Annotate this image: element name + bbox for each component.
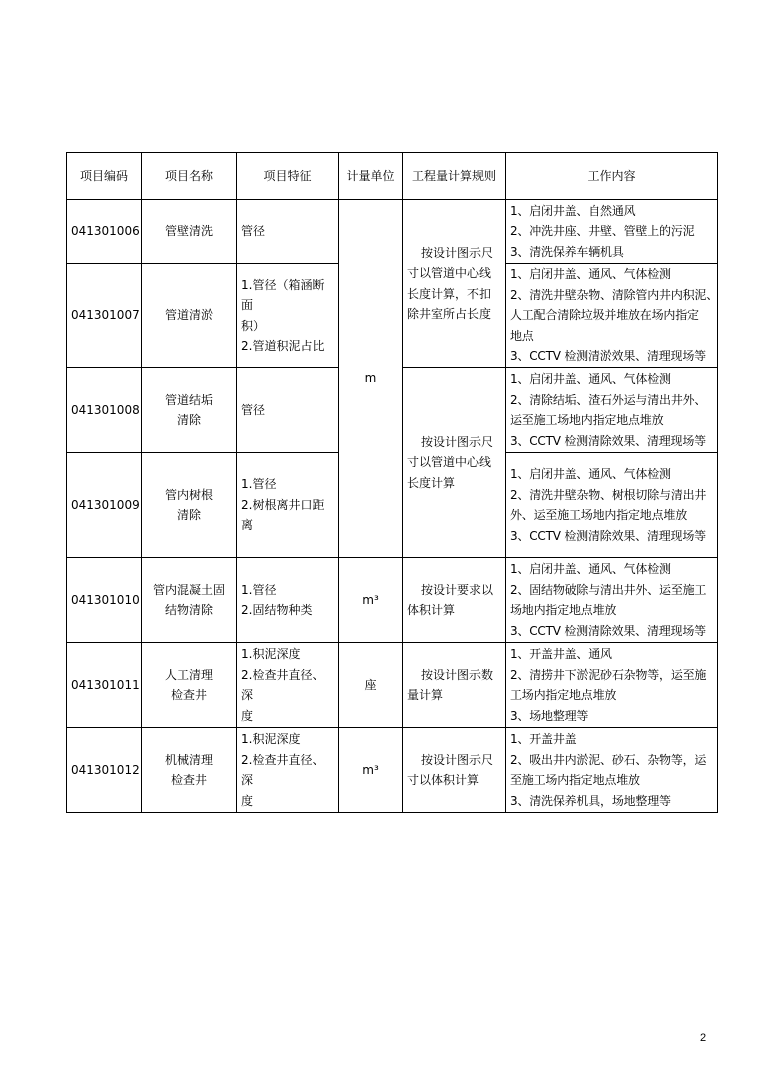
unit-cell: m xyxy=(339,200,403,558)
header-rule: 工程量计算规则 xyxy=(403,153,506,200)
header-features: 项目特征 xyxy=(237,153,339,200)
item-code: 041301007 xyxy=(67,264,142,368)
work-content: 1、开盖井盖 2、吸出井内淤泥、砂石、杂物等，运 至施工场内指定地点堆放 3、清洗保养机具，场地整理等 xyxy=(506,728,718,813)
item-name: 管内树根 清除 xyxy=(142,453,237,558)
work-content: 1、启闭井盖、通风、气体检测 2、清洗井壁杂物、清除管内井内积泥、 人工配合清除垃圾并堆放在场内指定 地点 3、CCTV 检测清淤效果、清理现场等 xyxy=(506,264,718,368)
item-code: 041301006 xyxy=(67,200,142,264)
rule-cell: 按设计图示数 量计算 xyxy=(403,643,506,728)
spec-table xyxy=(66,152,718,813)
header-row xyxy=(67,153,718,200)
item-features: 管径 xyxy=(237,200,339,264)
item-name: 机械清理 检查井 xyxy=(142,728,237,813)
item-features: 1.管径 2.树根离井口距 离 xyxy=(237,453,339,558)
header-code: 项目编码 xyxy=(67,153,142,200)
work-content: 1、启闭井盖、通风、气体检测 2、清除结垢、渣石外运与清出井外、 运至施工场地内指定地点堆放 3、CCTV 检测清除效果、清理现场等 xyxy=(506,368,718,453)
item-features: 1.管径 2.固结物种类 xyxy=(237,558,339,643)
item-features: 1.积泥深度 2.检查井直径、深 度 xyxy=(237,728,339,813)
unit-cell: m³ xyxy=(339,558,403,643)
item-name: 管道结垢 清除 xyxy=(142,368,237,453)
item-name: 管壁清洗 xyxy=(142,200,237,264)
unit-cell: 座 xyxy=(339,643,403,728)
work-content: 1、开盖井盖、通风 2、清捞井下淤泥砂石杂物等，运至施 工场内指定地点堆放 3、场地整理等 xyxy=(506,643,718,728)
work-content: 1、启闭井盖、通风、气体检测 2、清洗井壁杂物、树根切除与清出井 外、运至施工场地内指定地点堆放 3、CCTV 检测清除效果、清理现场等 xyxy=(506,453,718,558)
header-unit: 计量单位 xyxy=(339,153,403,200)
item-code: 041301008 xyxy=(67,368,142,453)
item-features: 1.积泥深度 2.检查井直径、深 度 xyxy=(237,643,339,728)
header-work: 工作内容 xyxy=(506,153,718,200)
work-content: 1、启闭井盖、自然通风 2、冲洗井座、井壁、管壁上的污泥 3、清洗保养车辆机具 xyxy=(506,200,718,264)
item-code: 041301009 xyxy=(67,453,142,558)
item-code: 041301010 xyxy=(67,558,142,643)
table-row xyxy=(67,200,718,264)
rule-cell: 按设计要求以 体积计算 xyxy=(403,558,506,643)
unit-cell: m³ xyxy=(339,728,403,813)
item-features: 管径 xyxy=(237,368,339,453)
header-name: 项目名称 xyxy=(142,153,237,200)
table-row xyxy=(67,558,718,643)
item-name: 人工清理 检查井 xyxy=(142,643,237,728)
item-name: 管道清淤 xyxy=(142,264,237,368)
item-code: 041301012 xyxy=(67,728,142,813)
item-name: 管内混凝土固 结物清除 xyxy=(142,558,237,643)
table-row xyxy=(67,643,718,728)
table-row xyxy=(67,728,718,813)
item-features: 1.管径（箱涵断面 积） 2.管道积泥占比 xyxy=(237,264,339,368)
page-number: 2 xyxy=(700,1032,707,1044)
item-code: 041301011 xyxy=(67,643,142,728)
rule-cell: 按设计图示尺 寸以管道中心线 长度计算，不扣 除井室所占长度 xyxy=(403,200,506,368)
rule-cell: 按设计图示尺 寸以管道中心线 长度计算 xyxy=(403,368,506,558)
work-content: 1、启闭井盖、通风、气体检测 2、固结物破除与清出井外、运至施工 场地内指定地点堆放 3、CCTV 检测清除效果、清理现场等 xyxy=(506,558,718,643)
rule-cell: 按设计图示尺 寸以体积计算 xyxy=(403,728,506,813)
